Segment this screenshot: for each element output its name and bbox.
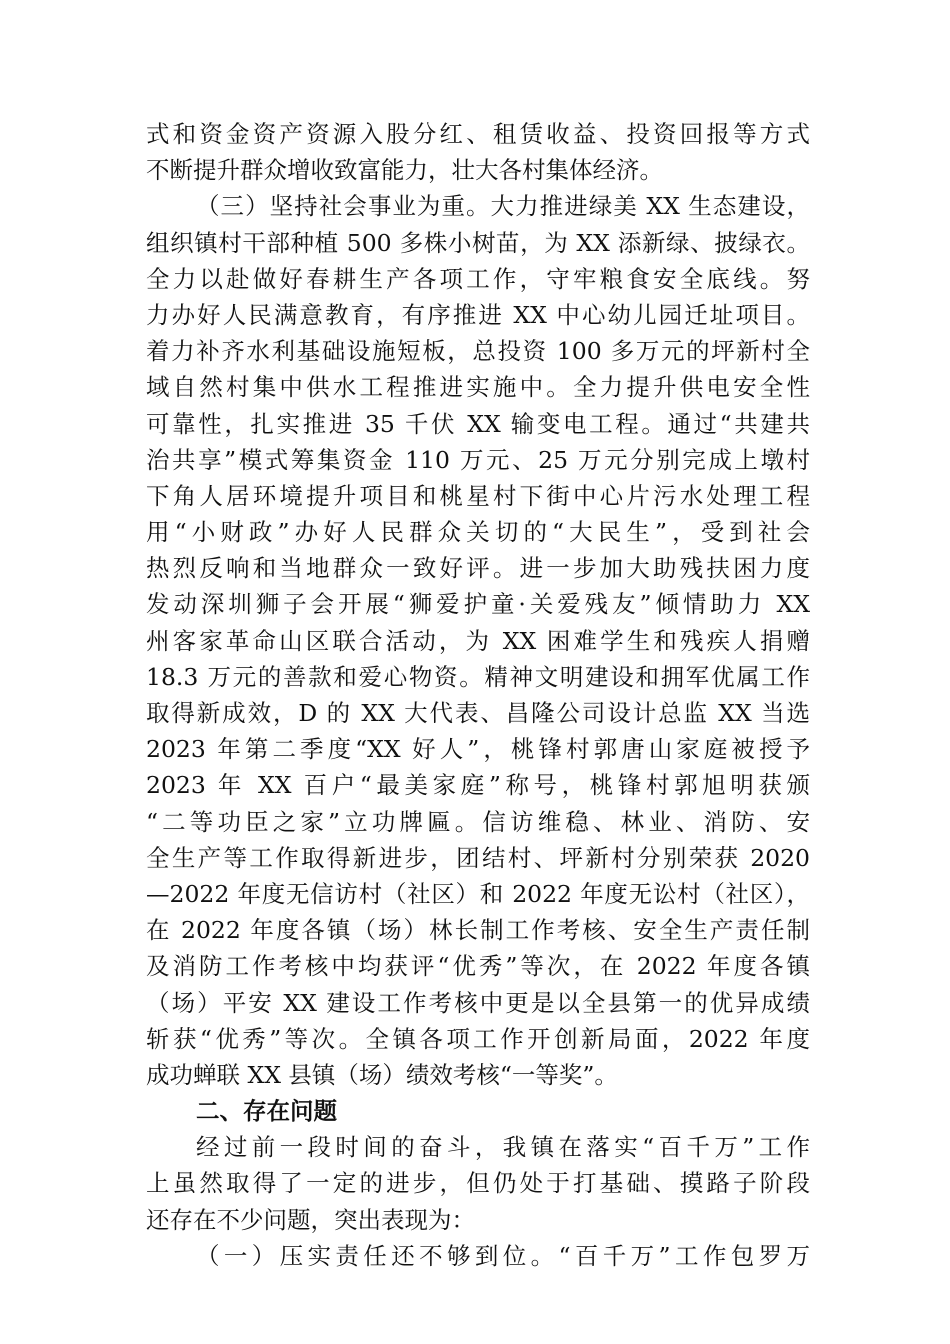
text-line: 域自然村集中供水工程推进实施中。全力提升供电安全性	[146, 373, 810, 402]
text-line: 及消防工作考核中均获评“优秀”等次，在 2022 年度各镇	[146, 952, 810, 981]
text-line: 还存在不少问题，突出表现为：	[146, 1205, 475, 1234]
text-line: 州客家革命山区联合活动，为 XX 困难学生和残疾人捐赠	[146, 626, 810, 655]
text-line: 下角人居环境提升项目和桃星村下街中心片污水处理工程	[146, 481, 810, 510]
text-line: 上虽然取得了一定的进步，但仍处于打基础、摸路子阶段	[146, 1169, 810, 1198]
paragraph-start-line: （一）压实责任还不够到位。“百千万”工作包罗万	[196, 1241, 810, 1270]
text-line: 可靠性，扎实推进 35 千伏 XX 输变电工程。通过“共建共	[146, 409, 810, 438]
text-line: 2023 年第二季度“XX 好人”，桃锋村郭唐山家庭被授予	[146, 735, 810, 764]
paragraph-start-line: （三）坚持社会事业为重。大力推进绿美 XX 生态建设，	[196, 192, 810, 221]
text-line: 18.3 万元的善款和爱心物资。精神文明建设和拥军优属工作	[146, 662, 810, 691]
text-line: 治共享”模式筹集资金 110 万元、25 万元分别完成上墩村	[146, 445, 810, 474]
text-line: （场）平安 XX 建设工作考核中更是以全县第一的优异成绩	[146, 988, 810, 1017]
text-line: 不断提升群众增收致富能力，壮大各村集体经济。	[146, 156, 663, 185]
text-line: 在 2022 年度各镇（场）林长制工作考核、安全生产责任制	[146, 916, 810, 945]
paragraph-start-line: 经过前一段时间的奋斗，我镇在落实“百千万”工作	[196, 1133, 810, 1162]
section-heading: 二、存在问题	[196, 1097, 337, 1126]
text-line: 成功蝉联 XX 县镇（场）绩效考核“一等奖”。	[146, 1060, 618, 1089]
body-text	[146, 116, 810, 1274]
text-line: 组织镇村干部种植 500 多株小树苗，为 XX 添新绿、披绿衣。	[146, 228, 810, 257]
text-line: —2022 年度无信访村（社区）和 2022 年度无讼村（社区），	[146, 879, 810, 908]
text-line: 2023 年 XX 百户“最美家庭”称号，桃锋村郭旭明获颁	[146, 771, 810, 800]
text-line: 用“小财政”办好人民群众关切的“大民生”，受到社会	[146, 518, 810, 547]
text-line: 力办好人民满意教育，有序推进 XX 中心幼儿园迁址项目。	[146, 300, 810, 329]
text-line: 全力以赴做好春耕生产各项工作，守牢粮食安全底线。努	[146, 264, 810, 293]
text-line: 式和资金资产资源入股分红、租赁收益、投资回报等方式	[146, 120, 810, 148]
text-line: 着力补齐水利基础设施短板，总投资 100 多万元的坪新村全	[146, 337, 810, 366]
text-line: 斩获“优秀”等次。全镇各项工作开创新局面，2022 年度	[146, 1024, 810, 1053]
text-line: “二等功臣之家”立功牌匾。信访维稳、林业、消防、安	[146, 807, 810, 836]
text-line: 取得新成效，D 的 XX 大代表、昌隆公司设计总监 XX 当选	[146, 699, 810, 727]
text-line: 发动深圳狮子会开展“狮爱护童·关爱残友”倾情助力 XX	[146, 590, 810, 619]
text-line: 全生产等工作取得新进步，团结村、坪新村分别荣获 2020	[146, 843, 810, 872]
text-line: 热烈反响和当地群众一致好评。进一步加大助残扶困力度	[146, 554, 810, 583]
